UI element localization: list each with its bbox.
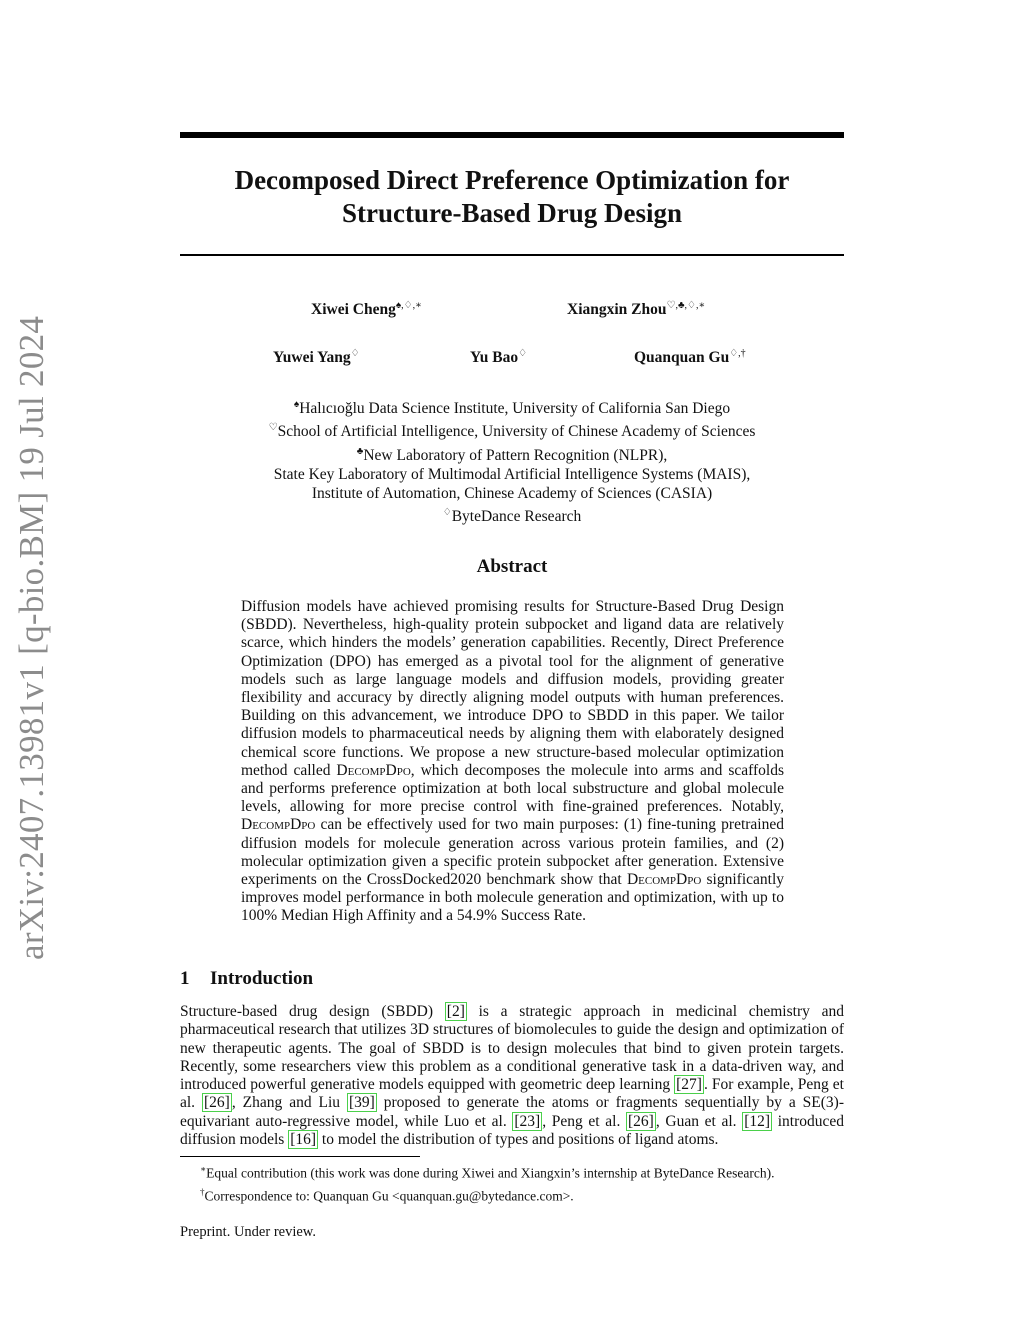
author-1: Xiwei Cheng♠,♢,∗ <box>311 300 422 319</box>
author-3: Yuwei Yang♢ <box>273 348 360 367</box>
affiliations <box>180 395 844 527</box>
title-top-rule <box>180 132 844 138</box>
author-5: Quanquan Gu♢,† <box>634 348 746 367</box>
title-line-2: Structure-Based Drug Design <box>342 198 682 228</box>
citation-link[interactable]: [2] <box>446 1003 465 1020</box>
introduction-paragraph: Structure-based drug design (SBDD) [2] is a strategic approach in medicinal chemistry and pharmaceutical research that utilizes 3D structures of biomolecules to guide the design and optimization of new therapeutic agents. The goal of SBDD is to design molecules that bind to given protein targets. Recently, some researchers view this problem as a conditional generative task in a data-driven way, and introduced powerful generative models equipped with geometric deep learning [27] . For example, Peng et al. [26] , Zhang and Liu [39] proposed to generate the atoms or fragments sequentially by a SE(3)-equivariant auto-regressive model, while Luo et al. [23] , Peng et al. [26] , Guan et al. [12] introduced diffusion models [16] to model the distribution of types and positions of ligand atoms. <box>180 1003 844 1149</box>
citation-link[interactable]: [39] <box>349 1094 375 1112</box>
author-1-marks: ♠,♢,∗ <box>395 300 422 311</box>
footnotes <box>200 1160 844 1205</box>
author-4: Yu Bao♢ <box>470 348 528 367</box>
affiliation-5: Institute of Automation, Chinese Academy of Sciences (CASIA) <box>311 485 713 503</box>
citation-link[interactable]: [26] <box>628 1112 654 1130</box>
citation-link[interactable]: [12] <box>744 1112 771 1130</box>
citation-link[interactable]: [27] <box>676 1076 702 1094</box>
title-bottom-rule <box>180 254 844 256</box>
affiliation-2: ♡School of Artificial Intelligence, University of Chinese Academy of Sciences <box>268 422 756 441</box>
citation-link[interactable]: [16] <box>290 1131 317 1149</box>
citation-link[interactable]: [26] <box>204 1094 230 1112</box>
author-2-marks: ♡,♣,♢,∗ <box>666 300 706 311</box>
preprint-note: Preprint. Under review. <box>180 1224 316 1240</box>
affiliation-6: ♢ByteDance Research <box>442 507 582 526</box>
affiliation-1: ♠Halıcıoğlu Data Science Institute, University of California San Diego <box>293 399 731 418</box>
author-5-marks: ♢,† <box>729 348 746 359</box>
method-name: DecompDpo <box>626 871 702 889</box>
arxiv-identifier: arXiv:2407.13981v1 [q-bio.BM] 19 Jul 2024 <box>12 315 51 960</box>
title-line-1: Decomposed Direct Preference Optimization for <box>234 165 790 195</box>
footnote-rule <box>180 1156 420 1157</box>
method-name: DecompDpo <box>241 816 316 834</box>
citation-link[interactable]: [23] <box>514 1112 541 1130</box>
affiliation-4: State Key Laboratory of Multimodal Artificial Intelligence Systems (MAIS), <box>273 466 751 484</box>
section-heading-introduction <box>180 968 313 990</box>
section-title: Introduction <box>210 968 314 989</box>
footnote-correspondence: †Correspondence to: Quanquan Gu <quanquan.gu@bytedance.com>. <box>200 1186 574 1203</box>
author-3-marks: ♢ <box>350 348 360 359</box>
author-4-marks: ♢ <box>518 348 528 359</box>
footnote-equal-contribution: ∗Equal contribution (this work was done during Xiwei and Xiangxin’s internship at ByteDance Research). <box>200 1164 775 1181</box>
affiliation-3: ♣New Laboratory of Pattern Recognition (NLPR), <box>356 445 668 464</box>
section-number: 1 <box>180 968 190 989</box>
abstract-body: Diffusion models have achieved promising results for Structure-Based Drug Design (SBDD). Nevertheless, high-quality protein subpocket and ligand data are relatively scarce, which hinders the models’ generation capabilities. Recently, Direct Preference Optimization (DPO) has emerged as a pivotal tool for the alignment of generative models such as large language models and diffusion models, providing greater flexibility and accuracy by directly aligning model outputs with human preferences. Building on this advancement, we introduce DPO to SBDD in this paper. We tailor diffusion models to pharmaceutical needs by aligning them with elaborately designed chemical score functions. We propose a new structure-based molecular optimization method called DecompDpo, which decomposes the molecule into arms and scaffolds and performs preference optimization at both local substructure and global molecule levels, allowing for more precise control with fine-grained preferences. Notably, DecompDpo can be effectively used for two main purposes: (1) fine-tuning pretrained diffusion models for molecule generation across various protein families, and (2) molecular optimization given a specific protein subpocket after generation. Extensive experiments on the CrossDocked2020 benchmark show that DecompDpo significantly improves model performance in both molecule generation and optimization, with up to 100% Median High Affinity and a 54.9% Success Rate. <box>241 598 784 925</box>
abstract-heading: Abstract <box>476 556 548 577</box>
paper-title <box>180 164 844 230</box>
method-name: DecompDpo <box>336 761 411 779</box>
author-2: Xiangxin Zhou♡,♣,♢,∗ <box>567 300 706 319</box>
